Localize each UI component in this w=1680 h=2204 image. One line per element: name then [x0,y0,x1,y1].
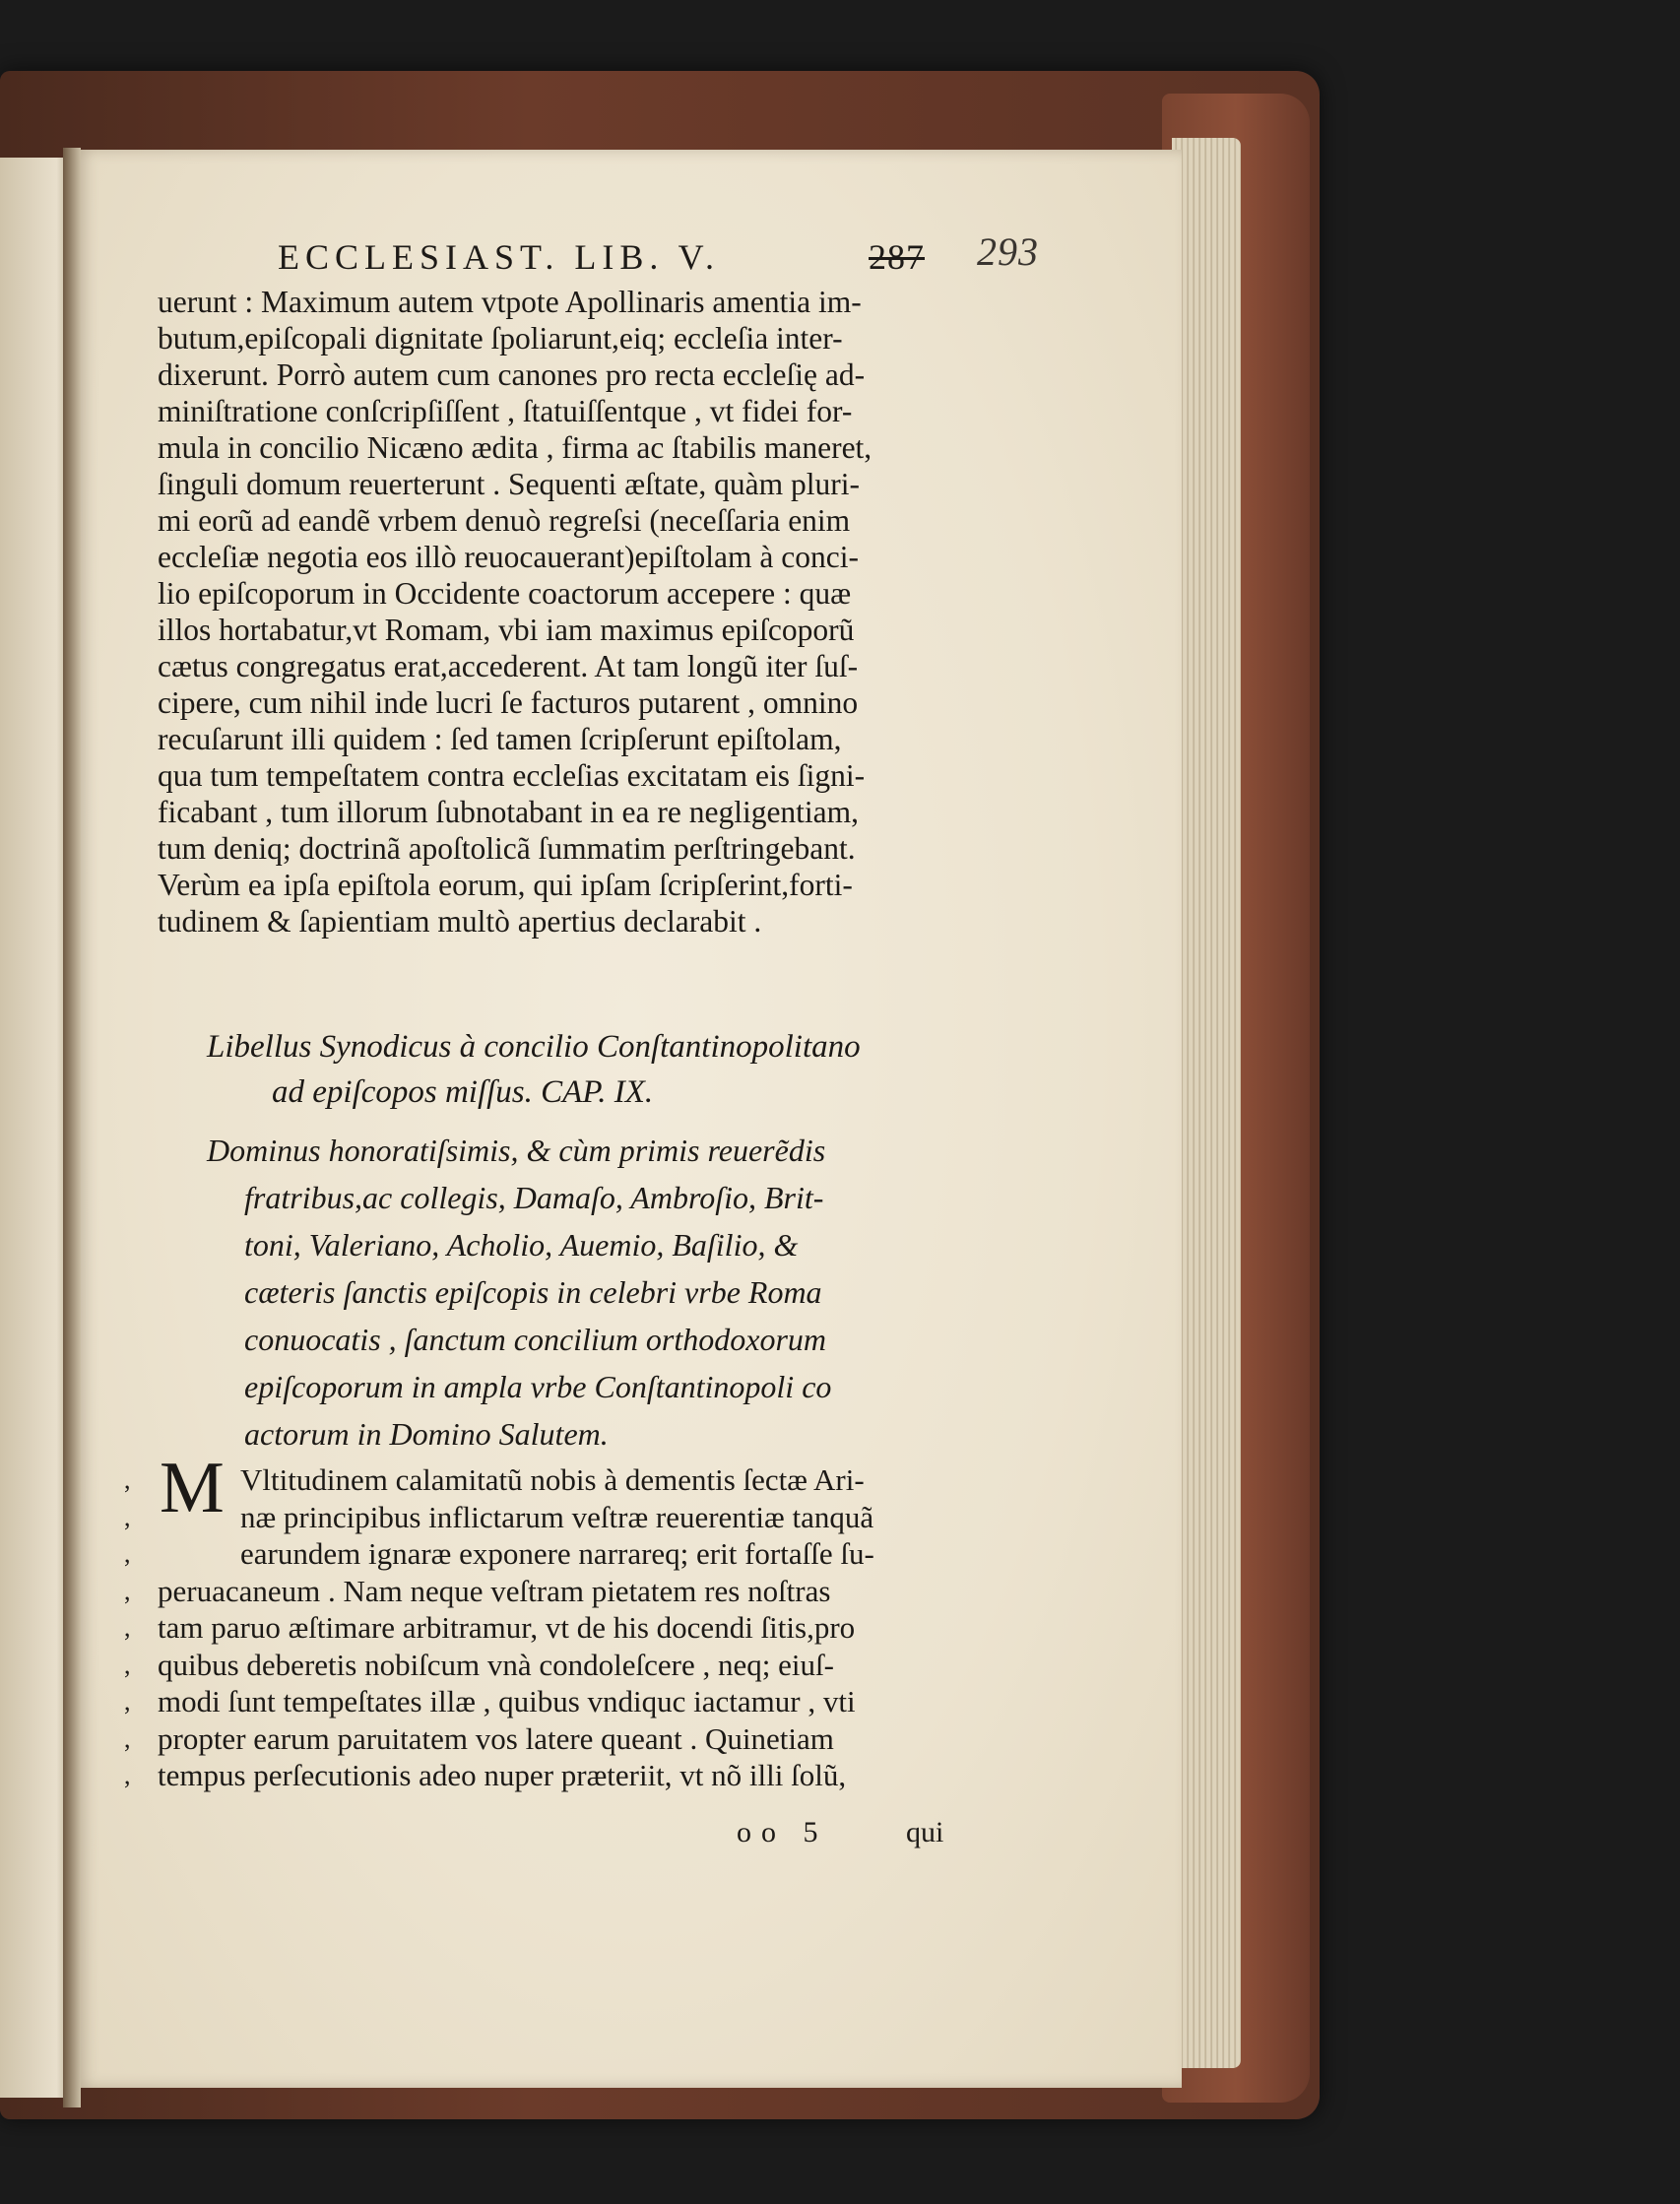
letter-line-text: modi ſunt tempeſtates illæ , quibus vndiquc iactamur , vti [158,1684,856,1718]
text-line: mi eorũ ad eandẽ vrbem denuò regreſsi (neceſſaria enim [158,503,851,538]
salutation-line: conuocatis , ſanctum concilium orthodoxorum [244,1322,827,1357]
folio-number: 287 [869,237,925,277]
chapter-title-line: Libellus Synodicus à concilio Conſtantinopolitano [207,1029,861,1065]
quote-mark: , [124,1502,131,1531]
body-text [158,284,975,940]
letter-line [124,1609,991,1647]
letter-line-text: næ principibus inflictarum veſtræ reuerentiæ tanquã [240,1499,874,1534]
quote-mark: , [124,1613,131,1642]
letter-line [124,1461,991,1499]
salutation-block [207,1127,975,1458]
letter-line [124,1720,991,1758]
chapter-title [207,1024,975,1115]
text-line: uerunt : Maximum autem vtpote Apollinaris amentia im- [158,285,862,319]
text-line: cipere, cum nihil inde lucri ſe facturos putarent , omnino [158,685,859,720]
text-line: miniſtratione conſcripſiſſent , ſtatuiſſentque , vt fidei for- [158,394,853,428]
text-line: illos hortabatur,vt Romam, vbi iam maximus epiſcoporũ [158,613,855,647]
letter-line [124,1573,991,1610]
drop-capital: M [160,1448,225,1528]
text-line: dixerunt. Porrò autem cum canones pro recta eccleſię ad- [158,357,866,392]
text-line: eccleſiæ negotia eos illò reuocauerant)epiſtolam à conci- [158,540,859,574]
text-line: lio epiſcoporum in Occidente coactorum accepere : quæ [158,576,852,611]
salutation-line: Dominus honoratiſsimis, & cùm primis reuerẽdis [207,1133,826,1168]
text-line: tum deniq; doctrinã apoſtolicã ſummatim perſtringebant. [158,831,856,866]
letter-line-text: tempus perſecutionis adeo nuper præteriit, vt nõ illi ſolũ, [158,1758,847,1792]
text-line: Verùm ea ipſa epiſtola eorum, qui ipſam ſcripſerint,forti- [158,868,853,902]
text-line: cætus congregatus erat,accederent. At tam longũ iter ſuſ- [158,649,859,683]
folio-correction: 293 [977,229,1039,274]
text-line: tudinem & ſapientiam multò apertius declarabit . [158,904,762,939]
running-title: ECCLESIAST. LIB. V. [278,237,721,277]
letter-line-text: quibus deberetis nobiſcum vnà condoleſcere , neq; eiuſ- [158,1647,834,1682]
chapter-title-line: ad epiſcopos miſſus. CAP. IX. [272,1074,654,1110]
salutation-line: epiſcoporum in ampla vrbe Conſtantinopoli co [244,1369,832,1404]
quote-mark: , [124,1576,131,1605]
running-header [278,229,1046,286]
text-line: butum,epiſcopali dignitate ſpoliarunt,eiq; eccleſia inter- [158,321,843,356]
catchword: qui [906,1816,944,1848]
left-page-edge [0,158,71,2098]
quote-mark: , [124,1650,131,1679]
letter-line-text: propter earum paruitatem vos latere queant . Quinetiam [158,1720,834,1756]
quote-mark: , [124,1687,131,1716]
salutation-line: actorum in Domino Salutem. [244,1416,609,1452]
letter-line [124,1535,991,1573]
letter-line-text: peruacaneum . Nam neque veſtram pietatem res noſtras [158,1573,831,1608]
letter-line-text: earundem ignaræ exponere narrareq; erit fortaſſe ſu- [240,1536,874,1571]
salutation-line: toni, Valeriano, Acholio, Auemio, Baſilio, & [244,1227,799,1263]
text-line: ſinguli domum reuerterunt . Sequenti æſtate, quàm pluri- [158,467,860,501]
letter-line-text: Vltitudinem calamitatũ nobis à dementis ſectæ Ari- [240,1462,865,1497]
letter-line [124,1683,991,1720]
letter-line [124,1499,991,1536]
letter-line-text: tam paruo æſtimare arbitramur, vt de his docendi ſitis,pro [158,1610,856,1645]
signature-mark: oo 5 [737,1816,828,1848]
quote-mark: , [124,1761,131,1789]
letter-text [124,1461,991,1794]
letter-line [124,1757,991,1794]
page-edges [1172,138,1241,2068]
gutter [63,148,81,2107]
salutation-line: cæteris ſanctis epiſcopis in celebri vrbe Roma [244,1274,822,1310]
text-line: recuſarunt illi quidem : ſed tamen ſcripſerunt epiſtolam, [158,722,842,756]
text-line: mula in concilio Nicæno ædita , firma ac ſtabilis maneret, [158,430,872,465]
quote-mark: , [124,1723,131,1753]
salutation-line: fratribus,ac collegis, Damaſo, Ambroſio, Brit- [244,1180,824,1215]
quote-mark: , [124,1539,131,1568]
text-line: ficabant , tum illorum ſubnotabant in ea re negligentiam, [158,795,860,829]
letter-line [124,1647,991,1684]
quote-mark: , [124,1465,131,1494]
text-line: qua tum tempeſtatem contra eccleſias excitatam eis ſigni- [158,758,866,793]
